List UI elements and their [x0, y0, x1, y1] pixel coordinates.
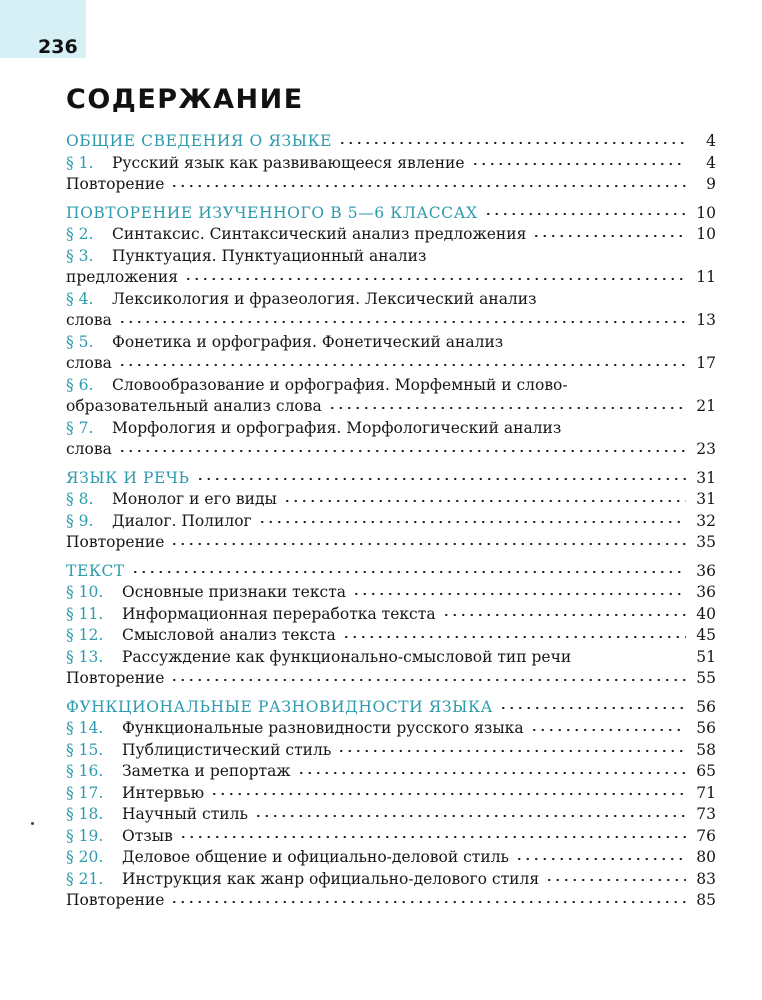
paragraph-number: § 19.: [66, 826, 104, 845]
entry-title: Повторение: [66, 669, 165, 687]
toc-entry: [66, 418, 716, 440]
page-ref: 51: [696, 647, 716, 666]
entry-text: [66, 740, 331, 762]
entry-text: [66, 718, 524, 740]
toc-entry-continuation: [66, 267, 716, 289]
page-ref: 10: [696, 203, 716, 222]
table-of-contents: [66, 131, 716, 919]
toc-entry: [66, 625, 716, 647]
entry-text: [66, 439, 112, 461]
toc-entry: [66, 489, 716, 511]
dot-leader: [342, 631, 686, 643]
paragraph-number: § 6.: [66, 375, 94, 394]
entry-text: [66, 804, 248, 826]
entry-text: [66, 489, 277, 511]
paragraph-number: § 7.: [66, 418, 94, 437]
entry-title: Повторение: [66, 175, 165, 193]
entry-title: Морфология и орфография. Морфологический анализ: [112, 418, 562, 437]
entry-text: [66, 582, 346, 604]
paragraph-number: § 2.: [66, 225, 94, 243]
paragraph-number: § 16.: [66, 762, 104, 780]
entry-title: Диалог. Полилог: [112, 511, 252, 530]
page-ref: 56: [696, 719, 716, 737]
dot-leader: [254, 810, 686, 822]
page-ref: 73: [696, 805, 716, 823]
dot-leader: [532, 230, 686, 242]
paragraph-number: § 5.: [66, 332, 94, 351]
paragraph-number: § 14.: [66, 719, 104, 737]
dot-leader: [471, 158, 686, 170]
entry-title: Инструкция как жанр официально-делового стиля: [122, 869, 540, 888]
paragraph-number: § 1.: [66, 153, 94, 172]
toc-entry: [66, 740, 716, 762]
dot-leader: [338, 137, 686, 149]
page-ref: 13: [696, 311, 716, 329]
entry-title: Информационная переработка текста: [122, 604, 436, 623]
dot-leader: [499, 702, 686, 714]
dot-leader: [170, 674, 686, 686]
page-ref: 80: [696, 848, 716, 866]
page-ref: 56: [696, 697, 716, 716]
toc-entry: [66, 647, 716, 669]
entry-text: [66, 396, 322, 418]
dot-leader: [170, 180, 686, 192]
entry-title: предложения: [66, 268, 179, 286]
entry-title: Отзыв: [122, 826, 173, 845]
page-ref: 23: [696, 440, 716, 458]
paragraph-number: § 11.: [66, 604, 104, 623]
entry-title: Словообразование и орфография. Морфемный и слово-: [112, 375, 568, 394]
entry-title: Интервью: [122, 783, 205, 802]
page-ref: 40: [696, 604, 716, 623]
page-ref: 36: [696, 561, 716, 580]
page-ref: 4: [706, 132, 716, 150]
dot-leader: [196, 473, 686, 485]
toc-entry: [66, 246, 716, 268]
print-speck: [31, 822, 34, 825]
toc-entry-continuation: [66, 310, 716, 332]
entry-text: [66, 761, 291, 783]
dot-leader: [515, 853, 686, 865]
page-ref: 10: [696, 225, 716, 243]
entry-title: Повторение: [66, 533, 165, 551]
entry-title: Повторение: [66, 891, 165, 909]
dot-leader: [179, 831, 686, 843]
toc-entry: [66, 332, 716, 354]
paragraph-number: § 13.: [66, 647, 104, 666]
section-heading-text: ТЕКСТ: [66, 561, 125, 580]
page-ref: 4: [706, 153, 716, 172]
paragraph-number: § 8.: [66, 490, 94, 508]
section-heading: [66, 203, 716, 225]
dot-leader: [258, 516, 686, 528]
toc-entry: [66, 532, 716, 554]
paragraph-number: § 3.: [66, 246, 94, 265]
toc-entry: [66, 761, 716, 783]
toc-entry: [66, 668, 716, 690]
entry-text: [66, 310, 112, 332]
page-ref: 21: [696, 397, 716, 415]
entry-text: [66, 289, 537, 311]
page-ref: 55: [696, 669, 716, 687]
entry-text: [66, 625, 336, 647]
toc-entry-continuation: [66, 396, 716, 418]
toc-entry: [66, 826, 716, 848]
entry-title: Заметка и репортаж: [122, 762, 291, 780]
entry-title: Русский язык как развивающееся явление: [112, 153, 465, 172]
toc-entry: [66, 289, 716, 311]
entry-title: Функциональные разновидности русского языка: [122, 719, 524, 737]
page-ref: 71: [696, 783, 716, 802]
toc-entry: [66, 153, 716, 175]
toc-entry: [66, 804, 716, 826]
dot-leader: [328, 402, 686, 414]
page-ref: 83: [696, 869, 716, 888]
page-ref: 85: [696, 891, 716, 909]
entry-title: слова: [66, 440, 112, 458]
toc-section: [66, 468, 716, 554]
entry-text: [66, 224, 526, 246]
entry-title: Рассуждение как функционально-смысловой тип речи: [122, 647, 572, 666]
entry-title: Основные признаки текста: [122, 583, 347, 601]
section-heading: [66, 131, 716, 153]
dot-leader: [118, 359, 686, 371]
toc-section: [66, 203, 716, 461]
section-heading-text: ОБЩИЕ СВЕДЕНИЯ О ЯЗЫКЕ: [66, 132, 333, 150]
paragraph-number: § 21.: [66, 869, 104, 888]
page-ref: 11: [696, 268, 716, 286]
page-ref: 45: [696, 626, 716, 644]
entry-title: Пунктуация. Пунктуационный анализ: [112, 246, 427, 265]
page-ref: 58: [696, 740, 716, 759]
entry-text: [66, 783, 204, 805]
dot-leader: [530, 724, 686, 736]
entry-text: [66, 826, 173, 848]
dot-leader: [131, 566, 686, 578]
entry-title: слова: [66, 354, 112, 372]
entry-title: Научный стиль: [122, 805, 248, 823]
dot-leader: [352, 588, 686, 600]
entry-text: [66, 267, 178, 289]
entry-title: Публицистический стиль: [122, 740, 332, 759]
page-title: СОДЕРЖАНИЕ: [66, 84, 304, 115]
toc-entry: [66, 582, 716, 604]
page-number: 236: [38, 36, 78, 58]
entry-title: Фонетика и орфография. Фонетический анализ: [112, 332, 504, 351]
entry-text: [66, 511, 252, 533]
entry-text: [66, 647, 571, 669]
toc-section: [66, 697, 716, 912]
toc-section: [66, 131, 716, 196]
toc-entry: [66, 375, 716, 397]
toc-section: [66, 561, 716, 690]
toc-entry: [66, 890, 716, 912]
toc-entry: [66, 224, 716, 246]
toc-entry: [66, 604, 716, 626]
entry-text: [66, 418, 561, 440]
paragraph-number: § 12.: [66, 626, 104, 644]
page-ref: 36: [696, 583, 716, 601]
section-heading: [66, 468, 716, 490]
toc-entry: [66, 174, 716, 196]
dot-leader: [170, 538, 686, 550]
dot-leader: [337, 745, 686, 757]
page-ref: 17: [696, 354, 716, 372]
paragraph-number: § 4.: [66, 289, 94, 308]
entry-text: [66, 869, 539, 891]
entry-title: образовательный анализ слова: [66, 397, 322, 415]
page-ref: 35: [696, 533, 716, 551]
toc-entry: [66, 869, 716, 891]
dot-leader: [210, 788, 686, 800]
paragraph-number: § 20.: [66, 848, 104, 866]
page-ref: 32: [696, 511, 716, 530]
paragraph-number: § 15.: [66, 740, 104, 759]
dot-leader: [118, 316, 686, 328]
toc-entry-continuation: [66, 353, 716, 375]
entry-text: [66, 604, 436, 626]
dot-leader: [283, 495, 686, 507]
dot-leader: [297, 767, 686, 779]
entry-text: [66, 353, 112, 375]
page-ref: 31: [696, 468, 716, 487]
entry-title: Монолог и его виды: [112, 490, 277, 508]
entry-title: Смысловой анализ текста: [122, 626, 336, 644]
toc-entry: [66, 847, 716, 869]
section-heading: [66, 697, 716, 719]
dot-leader: [118, 445, 686, 457]
page-ref: 76: [696, 826, 716, 845]
paragraph-number: § 18.: [66, 805, 104, 823]
dot-leader: [442, 609, 686, 621]
toc-entry: [66, 718, 716, 740]
toc-entry: [66, 511, 716, 533]
page-ref: 65: [696, 762, 716, 780]
paragraph-number: § 17.: [66, 783, 104, 802]
dot-leader: [484, 208, 686, 220]
toc-entry: [66, 783, 716, 805]
dot-leader: [545, 874, 686, 886]
paragraph-number: § 10.: [66, 583, 104, 601]
entry-text: [66, 332, 503, 354]
paragraph-number: § 9.: [66, 511, 94, 530]
section-heading-text: ПОВТОРЕНИЕ ИЗУЧЕННОГО В 5—6 КЛАССАХ: [66, 203, 478, 222]
entry-text: [66, 246, 426, 268]
section-heading-text: ФУНКЦИОНАЛЬНЫЕ РАЗНОВИДНОСТИ ЯЗЫКА: [66, 697, 493, 716]
entry-title: слова: [66, 311, 112, 329]
section-heading: [66, 561, 716, 583]
dot-leader: [184, 273, 686, 285]
entry-text: [66, 847, 509, 869]
entry-text: [66, 153, 465, 175]
entry-title: Синтаксис. Синтаксический анализ предложения: [112, 225, 527, 243]
entry-text: [66, 375, 568, 397]
page-ref: 9: [706, 175, 716, 193]
entry-title: Деловое общение и официально-деловой стиль: [122, 848, 509, 866]
entry-title: Лексикология и фразеология. Лексический анализ: [112, 289, 537, 308]
toc-entry-continuation: [66, 439, 716, 461]
section-heading-text: ЯЗЫК И РЕЧЬ: [66, 468, 190, 487]
page-ref: 31: [696, 490, 716, 508]
dot-leader: [170, 896, 686, 908]
